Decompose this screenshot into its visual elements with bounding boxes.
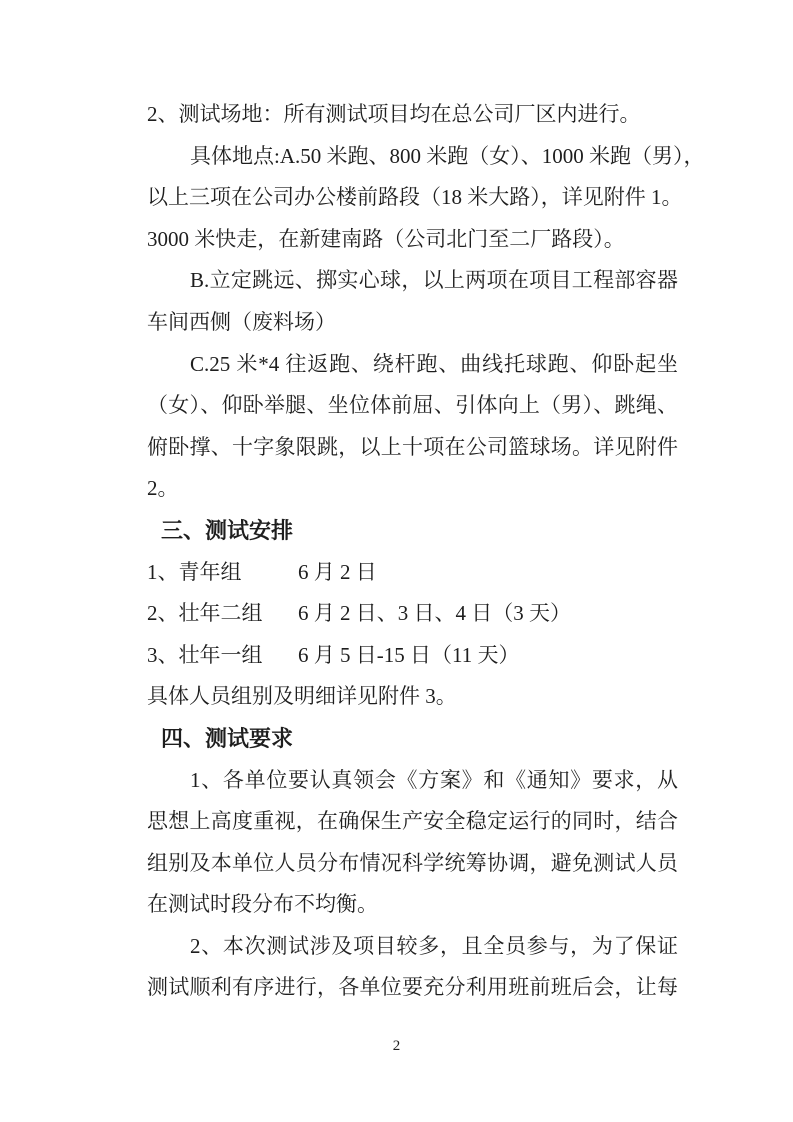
text-line: 1、各单位要认真领会《方案》和《通知》要求，从 [190, 767, 678, 792]
text-line: 2、测试场地：所有测试项目均在总公司厂区内进行。 [147, 102, 641, 126]
schedule-dates: 6 月 2 日、3 日、4 日（3 天） [298, 601, 571, 626]
text-line: 俯卧撑、十字象限跳，以上十项在公司篮球场。详见附件 [147, 434, 678, 459]
schedule-group: 2、壮年二组 [147, 601, 263, 626]
schedule-row [147, 635, 678, 677]
schedule-row [147, 552, 678, 594]
text-line: 3000 米快走，在新建南路（公司北门至二厂路段）。 [147, 226, 625, 251]
page-number: 2 [392, 1038, 401, 1054]
text-line: 思想上高度重视，在确保生产安全稳定运行的同时，结合 [147, 809, 678, 834]
text-line: 在测试时段分布不均衡。 [147, 892, 378, 917]
section-heading-requirements: 四、测试要求 [161, 725, 294, 751]
text-line: 2、本次测试涉及项目较多，且全员参与，为了保证 [190, 933, 678, 958]
section-heading-arrangement: 三、测试安排 [161, 517, 294, 543]
schedule-group: 1、青年组 [147, 559, 242, 584]
text-line: 测试顺利有序进行，各单位要充分利用班前班后会，让每 [147, 975, 678, 1000]
document-body [147, 94, 705, 1009]
schedule-dates: 6 月 2 日 [298, 559, 377, 584]
schedule-group: 3、壮年一组 [147, 642, 263, 667]
text-line: B.立定跳远、掷实心球，以上两项在项目工程部容器 [190, 268, 678, 293]
schedule-row [147, 593, 678, 635]
text-line: 车间西侧（废料场） [147, 309, 336, 334]
text-line: 组别及本单位人员分布情况科学统筹协调，避免测试人员 [147, 850, 678, 875]
schedule-dates: 6 月 5 日-15 日（11 天） [298, 642, 520, 667]
text-line: C.25 米*4 往返跑、绕杆跑、曲线托球跑、仰卧起坐 [190, 351, 678, 376]
text-line: 2。 [147, 476, 179, 501]
text-line: 具体地点:A.50 米跑、800 米跑（女）、1000 米跑（男）， [190, 143, 705, 168]
text-line: 以上三项在公司办公楼前路段（18 米大路），详见附件 1。 [147, 185, 683, 210]
schedule-note: 具体人员组别及明细详见附件 3。 [147, 684, 457, 709]
text-line: （女）、仰卧举腿、坐位体前屈、引体向上（男）、跳绳、 [147, 393, 678, 418]
